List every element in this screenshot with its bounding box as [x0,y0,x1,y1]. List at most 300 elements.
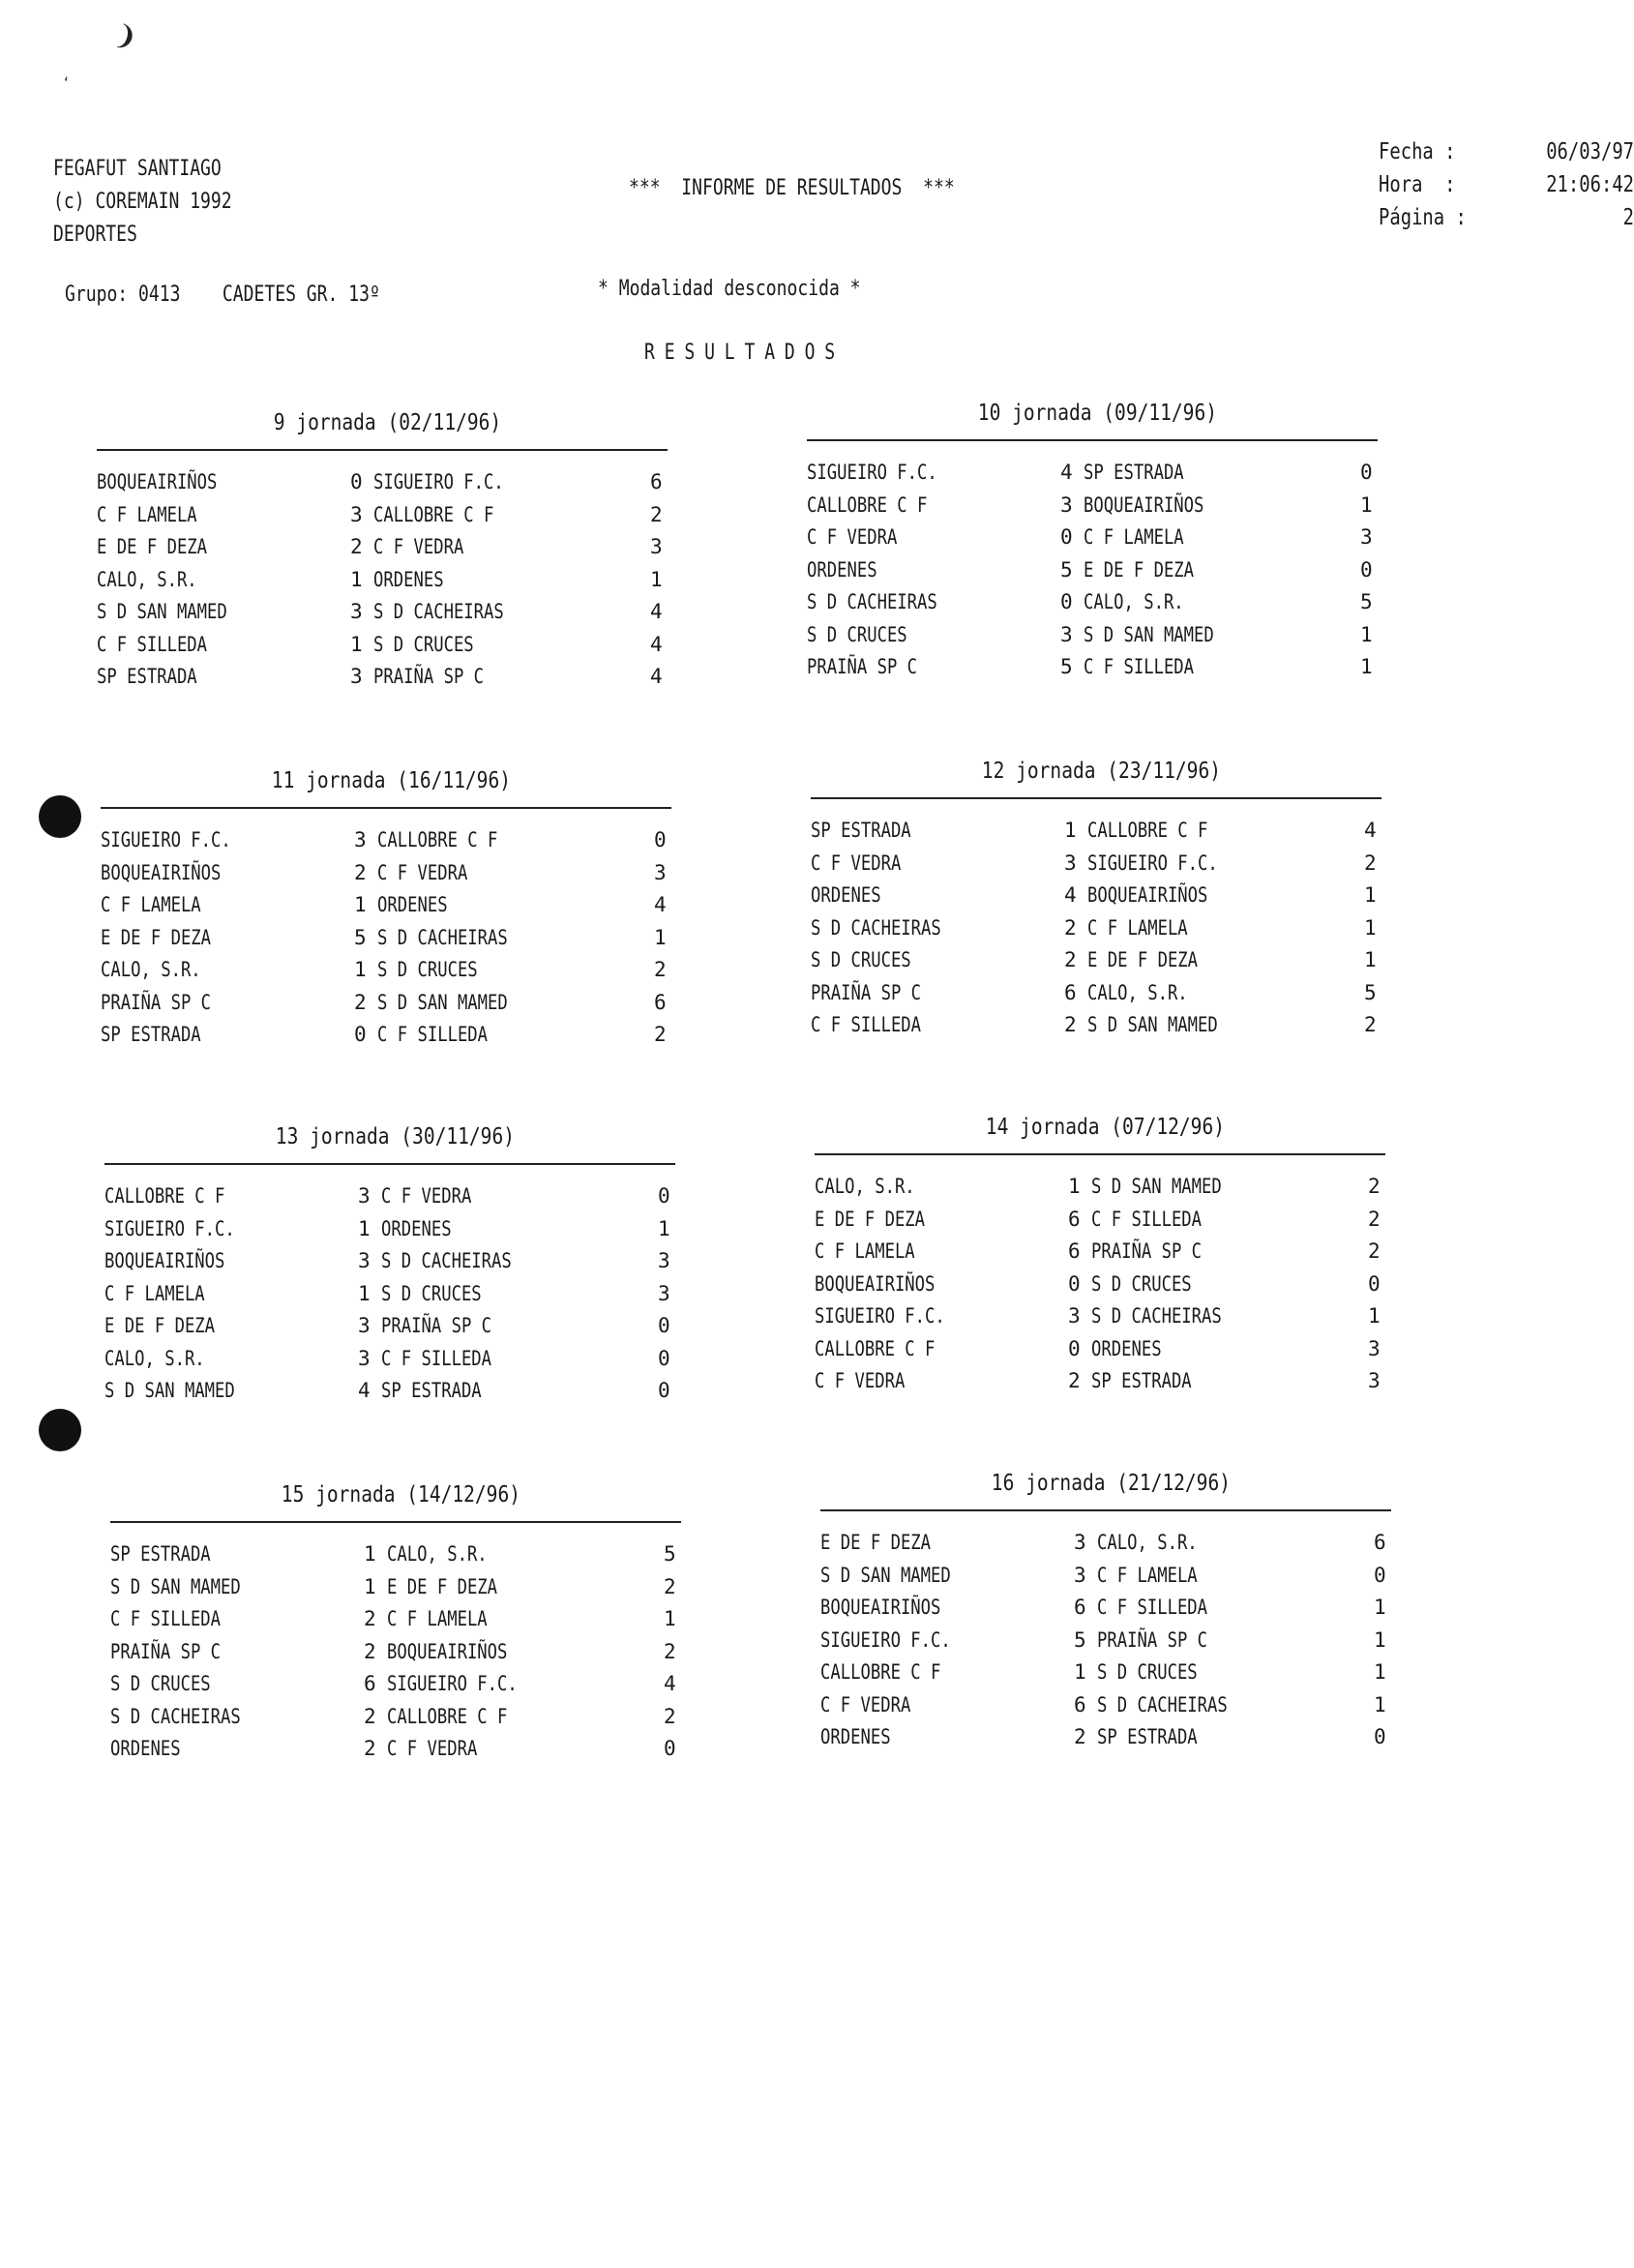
home-score: 2 [364,1704,376,1728]
home-score: 3 [1068,1304,1081,1328]
away-team: S D CACHEIRAS [373,600,504,623]
match-row [104,1379,685,1412]
match-row [811,948,1391,981]
hora-row [1379,168,1634,201]
handwritten-mark-icon: ❩ [111,15,141,58]
away-team: C F LAMELA [387,1607,488,1630]
away-score: 1 [658,1216,670,1240]
home-team: E DE F DEZA [815,1207,926,1231]
home-score: 1 [1068,1175,1081,1198]
match-row [97,665,677,698]
away-score: 3 [1360,525,1373,549]
away-score: 3 [1368,1369,1381,1392]
home-team: ORDENES [820,1725,891,1748]
fecha-row [1379,135,1634,168]
home-score: 1 [1064,819,1077,842]
match-row [820,1628,1401,1661]
match-row [110,1575,691,1608]
home-score: 3 [350,665,363,688]
match-row [815,1337,1395,1370]
home-team: C F VEDRA [807,525,898,549]
away-team: C F LAMELA [1097,1563,1198,1587]
round-divider [815,1153,1385,1155]
home-team: E DE F DEZA [820,1531,932,1554]
match-row [807,558,1387,591]
home-team: SP ESTRADA [97,665,197,688]
home-team: BOQUEAIRIÑOS [815,1271,936,1296]
home-score: 3 [358,1346,371,1370]
away-team: C F SILLEDA [381,1346,492,1370]
home-score: 3 [1074,1531,1086,1554]
home-score: 6 [1068,1207,1081,1231]
away-team: PRAIÑA SP C [381,1314,492,1337]
match-row [101,828,681,861]
home-score: 0 [350,470,363,493]
modalidad-line: * Modalidad desconocida * [598,277,861,301]
home-team: C F VEDRA [811,850,902,875]
round-title [104,1124,685,1149]
match-list [811,819,1391,1046]
home-score: 1 [358,1281,371,1305]
home-team: S D SAN MAMED [110,1574,241,1598]
match-row [811,1013,1391,1046]
home-score: 5 [1060,655,1073,678]
away-score: 4 [1364,819,1377,842]
home-team: C F LAMELA [815,1239,915,1263]
away-team: BOQUEAIRIÑOS [387,1639,508,1663]
away-score: 1 [1364,915,1377,940]
home-team: BOQUEAIRIÑOS [101,860,222,884]
round-divider [101,807,671,809]
home-team: S D CACHEIRAS [807,590,937,613]
round-divider [104,1163,675,1165]
round-divider [110,1521,681,1523]
round-title-text: 13 jornada (30/11/96) [275,1124,515,1149]
home-score: 2 [1064,915,1077,940]
home-score: 3 [1060,492,1073,517]
away-score: 5 [1364,980,1377,1004]
org-department: DEPORTES [53,223,137,247]
fecha-value: 06/03/97 [1546,139,1634,164]
pagina-label: Página : [1379,205,1467,230]
home-score: 6 [1068,1239,1081,1263]
away-team: SIGUEIRO F.C. [1087,850,1218,875]
match-row [104,1249,685,1282]
home-score: 6 [364,1672,376,1695]
pagina-row [1379,201,1634,234]
match-row [820,1693,1401,1726]
away-score: 4 [654,893,667,916]
round-title [97,410,677,435]
home-score: 2 [364,1737,376,1760]
match-list [807,461,1387,688]
away-score: 3 [654,860,667,884]
round-title [811,759,1391,784]
match-row [104,1282,685,1315]
round-divider [807,439,1378,441]
away-team: E DE F DEZA [1087,948,1199,971]
away-team: ORDENES [1091,1336,1162,1360]
home-team: CALO, S.R. [104,1346,205,1370]
home-score: 3 [350,502,363,526]
home-score: 2 [364,1639,376,1663]
org-name: FEGAFUT SANTIAGO [53,157,222,181]
home-team: SP ESTRADA [811,819,911,842]
away-team: PRAIÑA SP C [1097,1627,1208,1652]
round-title [820,1471,1401,1496]
away-team: E DE F DEZA [1084,557,1195,582]
away-team: S D CACHEIRAS [1097,1692,1228,1716]
match-row [815,1239,1395,1272]
away-score: 0 [658,1314,670,1337]
round-divider [820,1509,1391,1511]
home-team: CALO, S.R. [101,958,201,981]
away-score: 0 [658,1379,670,1402]
match-list [815,1175,1395,1402]
away-team: C F VEDRA [373,535,464,558]
match-row [101,958,681,991]
away-team: C F LAMELA [1084,525,1184,549]
away-score: 2 [664,1574,676,1598]
home-score: 0 [1068,1336,1081,1360]
home-team: CALLOBRE C F [820,1660,941,1684]
round-title-text: 16 jornada (21/12/96) [991,1471,1231,1496]
away-score: 1 [1368,1304,1381,1328]
match-row [807,493,1387,526]
away-team: CALO, S.R. [1087,980,1188,1004]
away-score: 1 [1374,1627,1386,1652]
match-row [97,600,677,633]
round-title-text: 10 jornada (09/11/96) [977,401,1217,426]
away-team: BOQUEAIRIÑOS [1087,883,1208,907]
match-row [820,1660,1401,1693]
home-score: 0 [354,1023,367,1046]
home-score: 3 [1074,1563,1086,1587]
home-team: S D CRUCES [110,1672,211,1695]
match-row [815,1175,1395,1208]
match-row [820,1564,1401,1597]
match-row [820,1531,1401,1564]
punch-hole-icon [39,1409,81,1451]
away-score: 4 [664,1672,676,1695]
organization-header [53,153,232,252]
away-team: SIGUEIRO F.C. [373,470,504,493]
home-score: 2 [1068,1369,1081,1392]
away-team: PRAIÑA SP C [1091,1239,1203,1263]
away-team: C F SILLEDA [1091,1207,1203,1231]
away-score: 0 [664,1737,676,1760]
away-score: 2 [1368,1175,1381,1198]
match-row [110,1672,691,1705]
home-score: 2 [1064,948,1077,971]
away-team: CALLOBRE C F [1087,819,1208,842]
home-team: S D SAN MAMED [97,600,227,623]
match-list [820,1531,1401,1758]
away-score: 2 [1364,1013,1377,1036]
away-score: 2 [664,1639,676,1663]
home-team: BOQUEAIRIÑOS [97,470,218,493]
handwritten-dot-icon: ʻ [62,75,71,91]
away-team: C F SILLEDA [1097,1596,1208,1619]
away-score: 6 [1374,1531,1386,1554]
match-row [820,1596,1401,1628]
home-score: 2 [350,535,363,558]
home-score: 4 [1064,883,1077,907]
round-title-text: 15 jornada (14/12/96) [281,1482,520,1507]
match-row [807,590,1387,623]
home-score: 2 [1074,1725,1086,1748]
away-score: 3 [658,1249,670,1272]
match-row [101,1023,681,1056]
round-title-text: 11 jornada (16/11/96) [271,768,511,793]
match-list [97,470,677,698]
away-score: 2 [664,1704,676,1728]
home-score: 2 [354,990,367,1014]
home-team: C F VEDRA [820,1692,911,1716]
home-score: 5 [1074,1627,1086,1652]
home-team: ORDENES [811,883,881,907]
match-row [815,1272,1395,1305]
home-score: 2 [354,860,367,884]
home-score: 1 [350,567,363,591]
away-team: C F VEDRA [381,1184,472,1208]
away-score: 1 [1360,622,1373,646]
home-team: C F LAMELA [97,502,197,526]
home-team: CALO, S.R. [97,567,197,591]
match-row [811,916,1391,949]
home-score: 3 [358,1184,371,1208]
away-team: CALLOBRE C F [373,502,494,526]
match-list [110,1542,691,1770]
away-team: CALLOBRE C F [387,1704,508,1728]
away-team: ORDENES [373,567,444,591]
away-score: 5 [1360,590,1373,613]
match-row [110,1737,691,1770]
home-team: ORDENES [807,557,877,582]
match-row [101,861,681,894]
home-team: PRAIÑA SP C [807,655,918,678]
home-team: S D CACHEIRAS [110,1704,241,1728]
away-score: 1 [1360,492,1373,517]
home-team: S D CACHEIRAS [811,915,941,940]
home-score: 1 [358,1216,371,1240]
home-team: C F SILLEDA [110,1607,222,1630]
hora-label: Hora : [1379,172,1456,197]
away-score: 3 [650,535,663,558]
away-team: BOQUEAIRIÑOS [1084,492,1204,517]
home-score: 0 [1060,590,1073,613]
match-row [104,1347,685,1380]
away-team: SP ESTRADA [1084,461,1184,484]
match-row [110,1542,691,1575]
home-team: S D SAN MAMED [820,1563,951,1587]
away-team: S D CACHEIRAS [1091,1304,1222,1328]
away-score: 3 [1368,1336,1381,1360]
away-team: C F VEDRA [387,1737,478,1760]
away-score: 0 [1374,1725,1386,1748]
home-score: 6 [1074,1596,1086,1619]
home-team: BOQUEAIRIÑOS [104,1249,225,1272]
away-score: 6 [650,470,663,493]
hora-value: 21:06:42 [1546,172,1634,197]
match-row [97,503,677,536]
home-score: 0 [1068,1271,1081,1296]
away-team: S D SAN MAMED [1087,1013,1218,1036]
away-score: 0 [1374,1563,1386,1587]
home-team: C F SILLEDA [811,1013,922,1036]
away-team: S D CACHEIRAS [377,925,508,949]
home-team: SIGUEIRO F.C. [807,461,937,484]
away-team: PRAIÑA SP C [373,665,485,688]
home-score: 0 [1060,525,1073,549]
home-team: SIGUEIRO F.C. [820,1627,951,1652]
home-team: C F LAMELA [101,893,201,916]
round-title-text: 12 jornada (23/11/96) [981,759,1221,784]
home-team: C F VEDRA [815,1369,906,1392]
away-score: 1 [1364,883,1377,907]
home-team: SIGUEIRO F.C. [815,1304,945,1328]
match-row [811,883,1391,916]
away-team: SP ESTRADA [1091,1369,1192,1392]
match-row [110,1705,691,1738]
away-team: CALO, S.R. [1097,1531,1198,1554]
away-team: CALO, S.R. [1084,590,1184,613]
match-row [104,1217,685,1250]
home-team: E DE F DEZA [104,1314,216,1337]
match-row [97,470,677,503]
home-score: 4 [358,1379,371,1402]
round-divider [811,797,1381,799]
away-team: S D CRUCES [377,958,478,981]
home-score: 1 [364,1574,376,1598]
away-score: 2 [1364,850,1377,875]
away-team: C F SILLEDA [377,1023,489,1046]
home-team: CALO, S.R. [815,1175,915,1198]
away-score: 0 [658,1184,670,1208]
home-team: BOQUEAIRIÑOS [820,1596,941,1619]
match-row [807,623,1387,656]
away-score: 4 [650,632,663,656]
home-team: SIGUEIRO F.C. [101,828,231,851]
home-team: S D SAN MAMED [104,1379,235,1402]
report-title: *** INFORME DE RESULTADOS *** [629,176,955,200]
away-team: C F LAMELA [1087,915,1188,940]
home-score: 1 [354,893,367,916]
match-row [101,926,681,959]
round-title [807,401,1387,426]
away-team: S D CRUCES [373,632,474,656]
away-score: 0 [654,828,667,851]
home-score: 2 [364,1607,376,1630]
home-score: 4 [1060,461,1073,484]
home-team: C F LAMELA [104,1281,205,1305]
match-row [110,1607,691,1640]
away-team: S D SAN MAMED [1091,1175,1222,1198]
match-row [807,525,1387,558]
away-score: 1 [650,567,663,591]
grupo-line: Grupo: 0413 CADETES GR. 13º [65,283,380,307]
match-row [811,851,1391,884]
away-score: 1 [664,1607,676,1630]
home-score: 3 [358,1314,371,1337]
home-score: 5 [354,925,367,949]
away-team: SIGUEIRO F.C. [387,1672,518,1695]
away-score: 2 [654,1023,667,1046]
match-row [97,633,677,666]
away-score: 4 [650,600,663,623]
home-score: 1 [350,632,363,656]
round-title-text: 14 jornada (07/12/96) [985,1115,1225,1140]
round-title [110,1482,691,1507]
match-row [815,1304,1395,1337]
away-score: 1 [1360,655,1373,678]
home-team: PRAIÑA SP C [811,980,922,1004]
home-team: PRAIÑA SP C [101,990,212,1014]
punch-hole-icon [39,795,81,838]
away-score: 5 [664,1542,676,1566]
fecha-label: Fecha : [1379,139,1456,164]
home-team: E DE F DEZA [97,535,208,558]
match-row [97,535,677,568]
home-score: 3 [354,828,367,851]
away-team: SP ESTRADA [381,1379,482,1402]
round-divider [97,449,668,451]
match-row [97,568,677,601]
away-score: 2 [1368,1207,1381,1231]
away-score: 1 [654,925,667,949]
away-team: CALO, S.R. [387,1542,488,1566]
away-team: S D SAN MAMED [377,990,508,1014]
away-team: S D CACHEIRAS [381,1249,512,1272]
home-score: 1 [354,958,367,981]
home-score: 1 [1074,1660,1086,1684]
away-team: E DE F DEZA [387,1574,498,1598]
match-row [807,461,1387,493]
round-title [101,768,681,793]
home-team: S D CRUCES [807,622,907,646]
away-score: 0 [1360,557,1373,582]
home-team: ORDENES [110,1737,181,1760]
away-team: ORDENES [377,893,448,916]
away-score: 1 [1374,1692,1386,1716]
away-score: 1 [1374,1596,1386,1619]
home-team: SP ESTRADA [101,1023,201,1046]
away-team: S D CRUCES [1097,1660,1198,1684]
org-copyright: (c) COREMAIN 1992 [53,190,232,214]
match-row [104,1184,685,1217]
away-score: 0 [1360,461,1373,484]
match-row [811,981,1391,1014]
home-team: SIGUEIRO F.C. [104,1216,235,1240]
away-team: S D SAN MAMED [1084,622,1214,646]
home-score: 1 [364,1542,376,1566]
match-row [811,819,1391,851]
home-team: CALLOBRE C F [815,1336,936,1360]
home-team: SP ESTRADA [110,1542,211,1566]
match-row [815,1208,1395,1240]
match-row [101,991,681,1024]
match-row [807,655,1387,688]
match-list [104,1184,685,1412]
match-row [110,1640,691,1673]
home-score: 3 [1060,622,1073,646]
away-score: 3 [658,1281,670,1305]
home-score: 3 [350,600,363,623]
match-row [820,1725,1401,1758]
away-score: 6 [654,990,667,1014]
home-team: C F SILLEDA [97,632,208,656]
home-team: CALLOBRE C F [104,1184,225,1208]
